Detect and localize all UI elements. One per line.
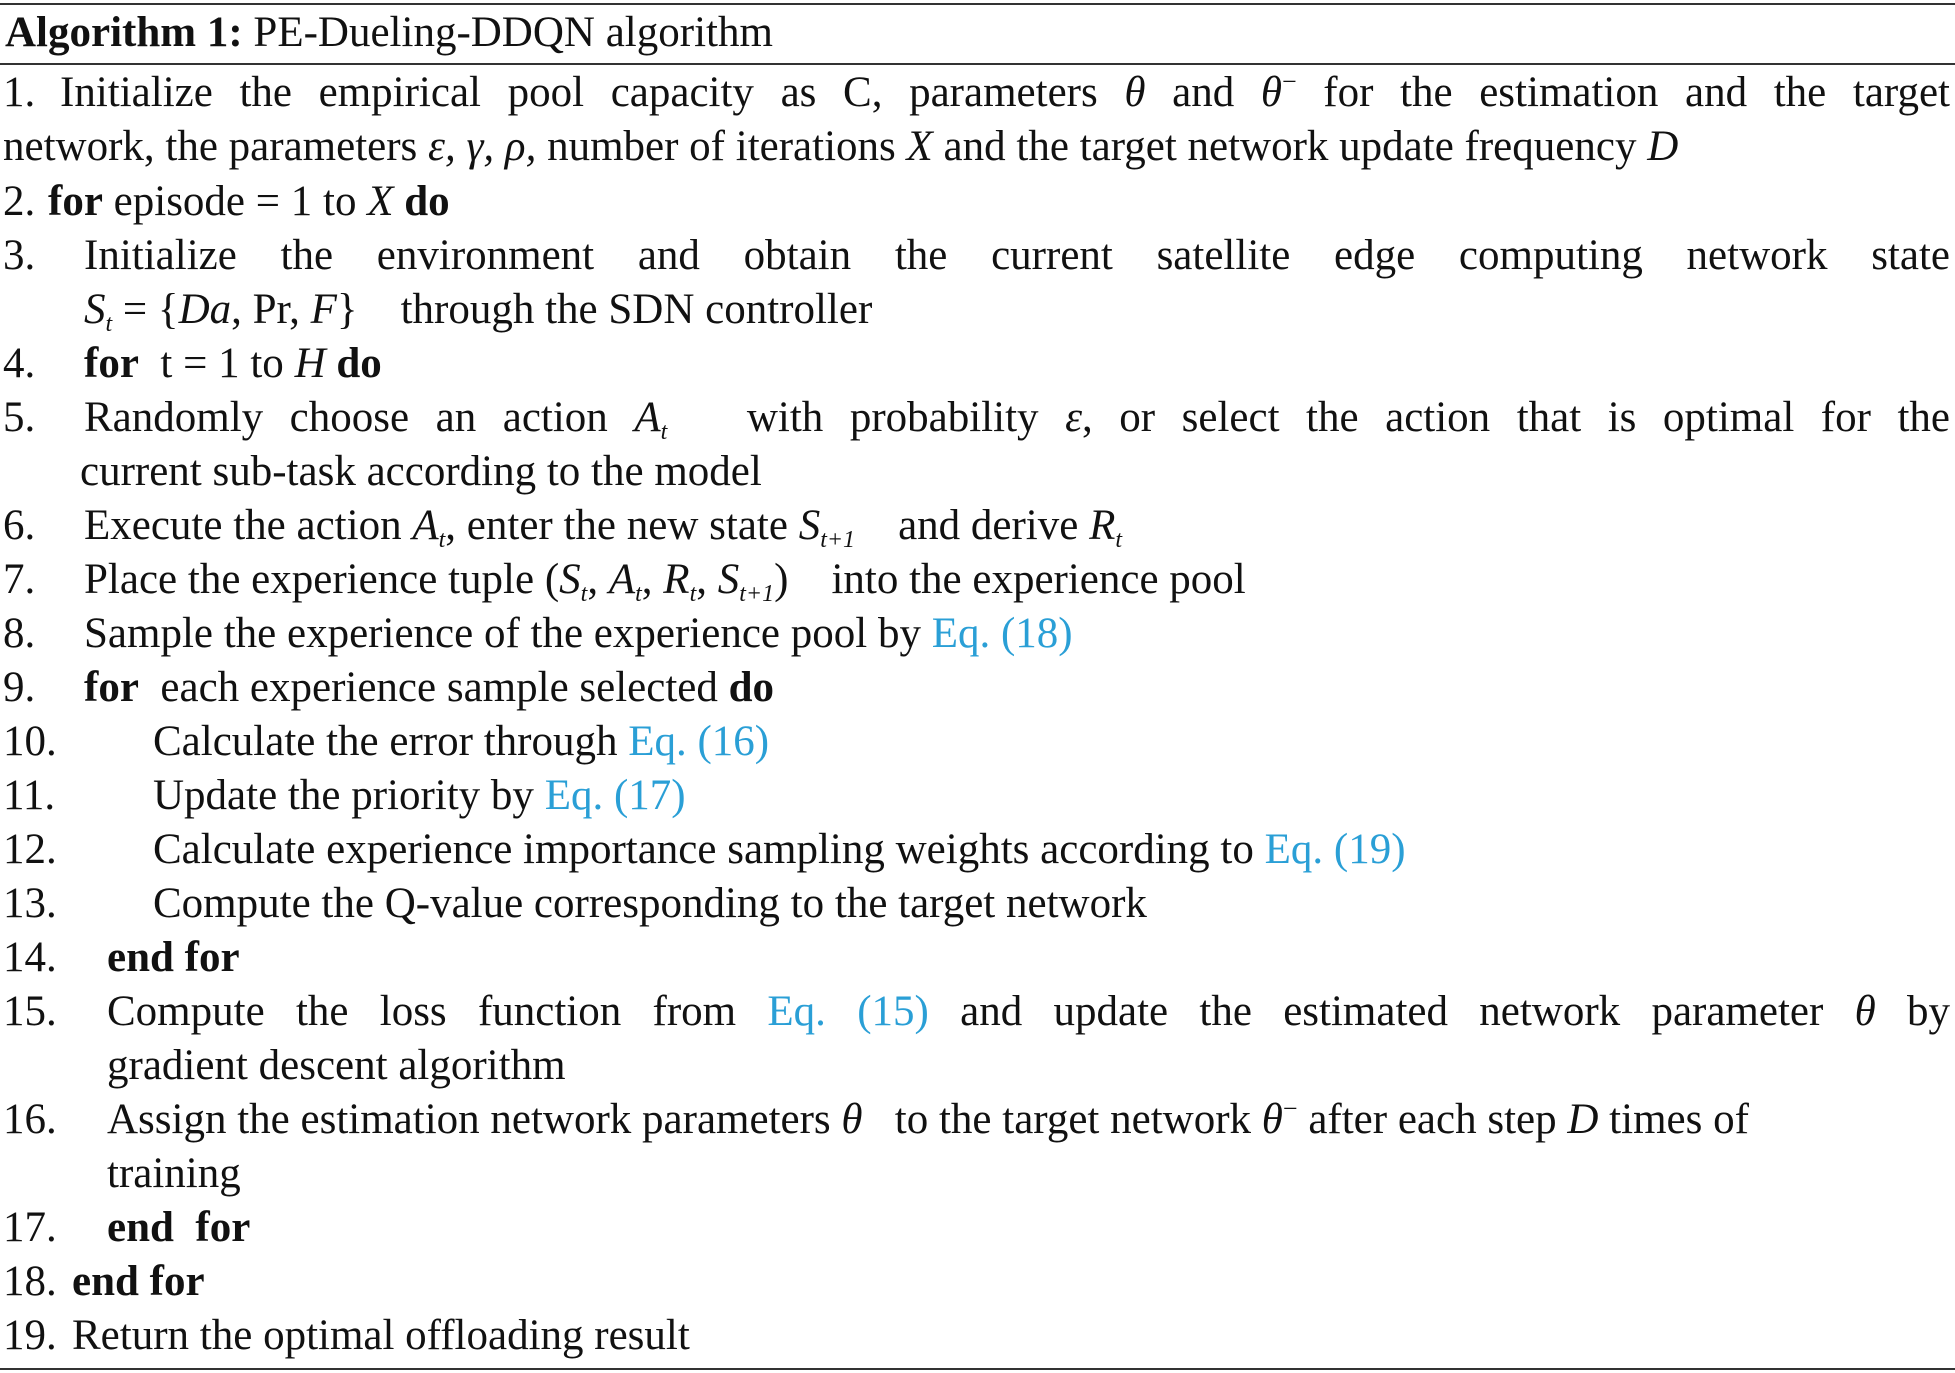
- step-number: 1.: [3, 69, 36, 116]
- keyword-end-for: end for: [107, 934, 240, 981]
- step-11: [0, 769, 1955, 823]
- step-10: [0, 715, 1955, 769]
- step-number: 18.: [3, 1258, 57, 1305]
- step-15: [0, 985, 1955, 1039]
- step-text: Calculate experience importance sampling weights according to Eq. (19): [153, 826, 1406, 873]
- step-number: 6.: [3, 502, 36, 549]
- step-text: Return the optimal offloading result: [72, 1312, 690, 1359]
- step-number: 9.: [3, 664, 36, 711]
- step-15-continued: [0, 1039, 1955, 1093]
- equation-link[interactable]: Eq. (15): [767, 988, 929, 1035]
- keyword-do: do: [404, 178, 450, 225]
- keyword-end-for: end for: [107, 1204, 251, 1251]
- step-18: [0, 1255, 1955, 1309]
- step-text: for each experience sample selected do: [84, 664, 775, 711]
- step-3: [0, 229, 1955, 283]
- step-6: [0, 499, 1955, 553]
- step-text: gradient descent algorithm: [107, 1042, 566, 1089]
- step-number: 7.: [3, 556, 36, 603]
- equation-link[interactable]: Eq. (19): [1264, 826, 1406, 873]
- equation-link[interactable]: Eq. (18): [931, 610, 1073, 657]
- equation-link[interactable]: Eq. (17): [544, 772, 686, 819]
- keyword-do: do: [728, 664, 775, 711]
- step-text: for t = 1 to H do: [84, 340, 382, 387]
- step-2: [0, 175, 1955, 229]
- step-3-continued: [0, 283, 1955, 337]
- step-number: 10.: [3, 718, 57, 765]
- keyword-for: for: [48, 178, 103, 225]
- step-1: [0, 66, 1955, 120]
- step-number: 15.: [3, 988, 57, 1035]
- step-number: 12.: [3, 826, 57, 873]
- step-text: training: [107, 1150, 241, 1197]
- step-12: [0, 823, 1955, 877]
- step-text: Initialize the environment and obtain the current satellite edge computing network state: [84, 232, 1950, 279]
- step-5-continued: [0, 445, 1955, 499]
- caption-rule: [0, 63, 1955, 65]
- step-number: 5.: [3, 394, 36, 441]
- keyword-do: do: [336, 340, 382, 387]
- step-number: 8.: [3, 610, 36, 657]
- step-number: 3.: [3, 232, 36, 279]
- algorithm-caption: [5, 4, 773, 62]
- step-text: Place the experience tuple ($S_t$, $A_t$, $R_t$, $S_{t+1}$) into the experience pool: [84, 556, 1246, 607]
- step-9: [0, 661, 1955, 715]
- step-17: [0, 1201, 1955, 1255]
- step-19: [0, 1309, 1955, 1363]
- keyword-end-for: end for: [72, 1258, 205, 1305]
- step-text: current sub-task according to the model: [80, 448, 762, 495]
- step-number: 19.: [3, 1312, 57, 1359]
- step-8: [0, 607, 1955, 661]
- parameter-symbols: ε, γ, ρ,: [428, 123, 537, 170]
- step-number: 11.: [3, 772, 56, 819]
- step-7: [0, 553, 1955, 607]
- step-number: 4.: [3, 340, 36, 387]
- caption-label: Algorithm 1:: [5, 9, 243, 56]
- step-text: $S_t = \{Da$, Pr, F} through the SDN controller: [84, 286, 873, 337]
- keyword-for: for: [84, 340, 139, 387]
- step-13: [0, 877, 1955, 931]
- step-number: 13.: [3, 880, 57, 927]
- step-5: [0, 391, 1955, 445]
- step-14: [0, 931, 1955, 985]
- step-text: network, the parameters ε, γ, ρ, number of iterations X and the target network update frequency D: [3, 123, 1679, 170]
- step-4: [0, 337, 1955, 391]
- step-text: Compute the Q-value corresponding to the target network: [153, 880, 1147, 927]
- step-text: Assign the estimation network parameters θ to the target network θ− after each step D times of: [107, 1094, 1749, 1143]
- step-text: Sample the experience of the experience pool by Eq. (18): [84, 610, 1073, 657]
- step-16-continued: [0, 1147, 1955, 1201]
- step-text: Initialize the empirical pool capacity as C, parameters θ and θ− for the estimation and the target: [60, 67, 1950, 116]
- step-text: Compute the loss function from Eq. (15) and update the estimated network parameter θ by: [107, 988, 1951, 1035]
- equation-link[interactable]: Eq. (16): [628, 718, 770, 765]
- step-text: Randomly choose an action $A_t$ with probability ε, or select the action that is optimal for the: [84, 394, 1951, 445]
- theta-symbol: θ: [1124, 69, 1146, 116]
- bottom-rule: [0, 1368, 1955, 1370]
- step-number: 16.: [3, 1096, 57, 1143]
- step-number: 14.: [3, 934, 57, 981]
- keyword-for: for: [84, 664, 139, 711]
- step-text: Update the priority by Eq. (17): [153, 772, 686, 819]
- step-text: for episode = 1 to X do: [48, 178, 450, 225]
- step-number: 17.: [3, 1204, 57, 1251]
- caption-title: PE-Dueling-DDQN algorithm: [253, 9, 773, 56]
- theta-minus-symbol: θ: [1260, 69, 1282, 116]
- step-1-continued: [0, 120, 1955, 174]
- step-number: 2.: [3, 178, 36, 225]
- step-16: [0, 1093, 1955, 1147]
- step-text: Calculate the error through Eq. (16): [153, 718, 770, 765]
- step-text: Execute the action $A_t$, enter the new state $S_{t+1}$ and derive $R_t$: [84, 502, 1123, 553]
